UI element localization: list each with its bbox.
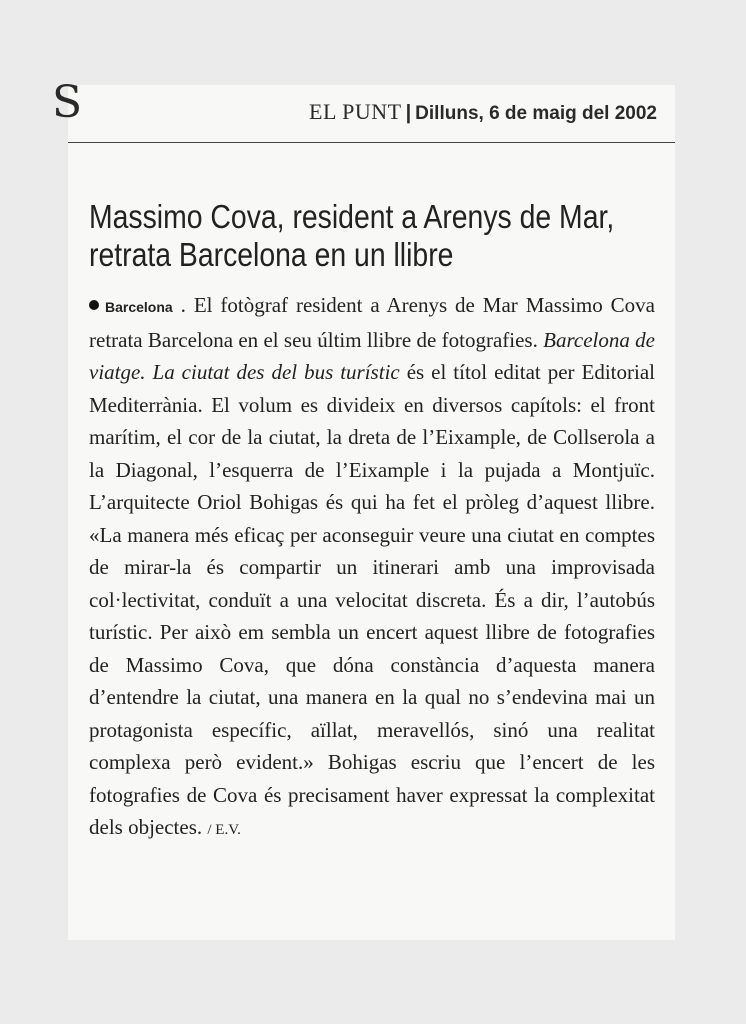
- article-body: [89, 289, 655, 847]
- bullet-icon: [89, 300, 99, 310]
- masthead: [309, 99, 657, 125]
- article-intro: . El fotògraf resident a Arenys de Mar Massimo Cova retrata Barcelona en el seu últim llibre de fotografies.: [89, 293, 655, 352]
- newspaper-name: EL PUNT: [309, 99, 402, 124]
- newspaper-clipping: [52, 77, 675, 940]
- article-headline: Massimo Cova, resident a Arenys de Mar, retrata Barcelona en un llibre: [89, 198, 615, 273]
- author-credit: / E.V.: [207, 822, 241, 838]
- book-title: Barcelona de viatge. La ciutat des del bus turístic: [89, 327, 655, 384]
- article-body-text: és el títol editat per Editorial Mediterrània. El volum es divideix en diversos capítols: el front marítim, el cor de la ciutat, la dreta de l’Eixample, de Collserola a la Diagonal, l’esquerra de l’Eixample i la pujada a Montjuïc. L’arquitecte Oriol Bohigas és qui ha fet el pròleg d’aquest llibre. «La manera més eficaç per aconseguir veure una ciutat en comptes de mirar-la és compartir un itinerari amb una improvisada col·lectivitat, conduït a una velocitat discreta. És a dir, l’autobús turístic. Per això em sembla un encert aquest llibre de fotografies de Massimo Cova, que dóna constància d’aquesta manera d’entendre la ciutat, una manera en la qual no s’endevina mai un protagonista específic, aïllat, meravellós, sinó una realitat complexa però evident.» Bohigas escriu que l’encert de les fotografies de Cova és precisament haver expressat la complexitat dels objectes.: [89, 360, 655, 839]
- header-rule: [68, 142, 675, 143]
- masthead-separator: |: [405, 102, 412, 124]
- article-dateline: Barcelona: [105, 299, 173, 315]
- section-letter: S: [52, 77, 83, 128]
- publication-date: Dilluns, 6 de maig del 2002: [415, 103, 657, 124]
